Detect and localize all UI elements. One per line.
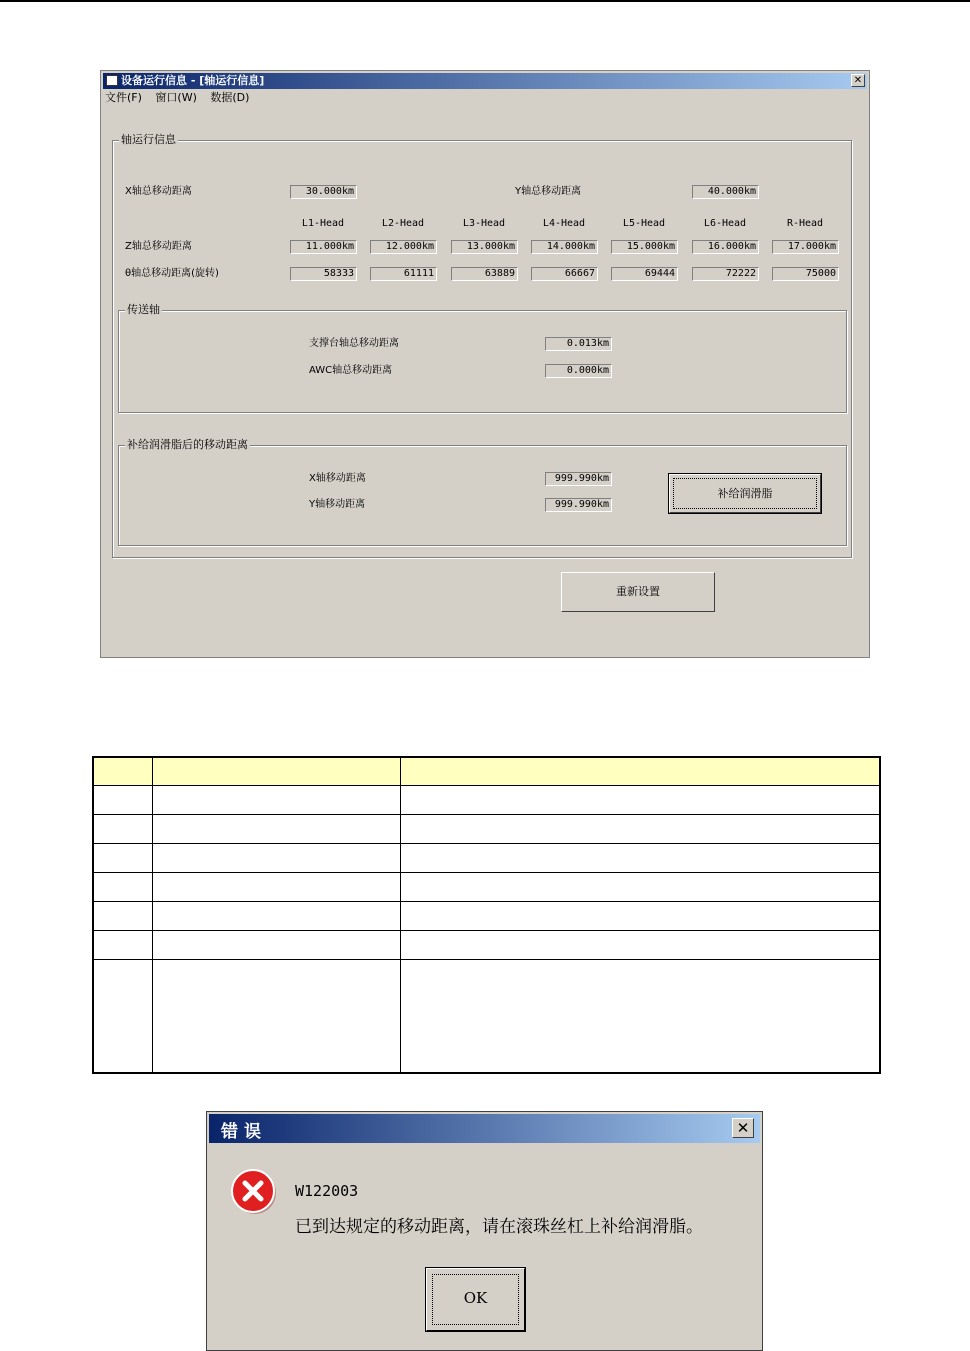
- z-axis-field-r: 17.000km: [772, 240, 839, 254]
- theta-axis-field-l4: 66667: [531, 267, 598, 281]
- supply-grease-button-label: 补给润滑脂: [717, 487, 773, 500]
- lube-y-axis-field: 999.990km: [545, 498, 612, 512]
- theta-axis-field-l2: 61111: [370, 267, 437, 281]
- axis-info-group-title: 轴运行信息: [121, 133, 176, 146]
- conveyor-group: [118, 303, 847, 413]
- table-row: [93, 931, 880, 960]
- ok-button-label: OK: [463, 1289, 488, 1307]
- lube-x-axis-label: X轴移动距离: [309, 473, 366, 484]
- theta-axis-total-label: θ轴总移动距离(旋转): [125, 268, 219, 279]
- error-dialog-close-button[interactable]: ✕: [732, 1118, 754, 1138]
- y-axis-total-label: Y轴总移动距离: [515, 186, 582, 197]
- app-icon: [106, 75, 118, 86]
- table-row: [93, 815, 880, 844]
- table-header-row: [93, 757, 880, 786]
- head-header-l5: L5-Head: [622, 218, 666, 229]
- lubrication-group: [118, 438, 847, 546]
- theta-axis-field-l6: 72222: [692, 267, 759, 281]
- x-axis-total-field: 30.000km: [290, 185, 357, 199]
- table-header-cell: [400, 757, 880, 786]
- z-axis-field-l6: 16.000km: [692, 240, 759, 254]
- lubrication-group-title: 补给润滑脂后的移动距离: [127, 438, 248, 451]
- lube-x-axis-field: 999.990km: [545, 472, 612, 486]
- table-row: [93, 902, 880, 931]
- theta-axis-field-l5: 69444: [611, 267, 678, 281]
- table-row: [93, 786, 880, 815]
- error-dialog-title: 错误: [221, 1122, 267, 1142]
- axis-info-window: [100, 70, 870, 658]
- lube-y-axis-label: Y轴移动距离: [309, 499, 366, 510]
- support-axis-field: 0.013km: [545, 337, 612, 351]
- table-row: [93, 873, 880, 902]
- table-row: [93, 844, 880, 873]
- table-header-cell: [93, 757, 152, 786]
- head-header-l2: L2-Head: [381, 218, 425, 229]
- menu-data[interactable]: 数据(D): [210, 91, 250, 104]
- error-icon: [231, 1169, 277, 1215]
- window-close-button[interactable]: ✕: [851, 74, 865, 87]
- head-header-l6: L6-Head: [703, 218, 747, 229]
- head-header-l3: L3-Head: [462, 218, 506, 229]
- table-row: [93, 960, 880, 1073]
- reset-button[interactable]: [561, 572, 715, 612]
- menu-window[interactable]: 窗口(W): [155, 91, 197, 104]
- theta-axis-field-l1: 58333: [290, 267, 357, 281]
- error-dialog-titlebar[interactable]: [209, 1114, 760, 1143]
- awc-axis-field: 0.000km: [545, 364, 612, 378]
- table-header-cell: [152, 757, 400, 786]
- window-titlebar[interactable]: [103, 73, 867, 89]
- z-axis-field-l3: 13.000km: [451, 240, 518, 254]
- empty-table: [92, 756, 881, 1074]
- page-top-rule: [0, 0, 970, 2]
- error-code: W122003: [295, 1182, 359, 1200]
- z-axis-field-l4: 14.000km: [531, 240, 598, 254]
- menubar: [105, 90, 259, 106]
- z-axis-field-l1: 11.000km: [290, 240, 357, 254]
- error-message: 已到达规定的移动距离，请在滚珠丝杠上补给润滑脂。: [295, 1217, 703, 1237]
- axis-info-group: [112, 133, 852, 558]
- z-axis-field-l5: 15.000km: [611, 240, 678, 254]
- theta-axis-field-r: 75000: [772, 267, 839, 281]
- conveyor-group-title: 传送轴: [127, 303, 160, 316]
- x-axis-total-label: X轴总移动距离: [125, 186, 192, 197]
- z-axis-field-l2: 12.000km: [370, 240, 437, 254]
- supply-grease-button[interactable]: [669, 474, 821, 513]
- head-header-l4: L4-Head: [542, 218, 586, 229]
- reset-button-label: 重新设置: [616, 585, 660, 598]
- theta-axis-field-l3: 63889: [451, 267, 518, 281]
- window-title: 设备运行信息 - [轴运行信息]: [121, 74, 265, 87]
- error-dialog: [206, 1111, 763, 1351]
- ok-button[interactable]: [426, 1268, 525, 1331]
- support-axis-label: 支撑台轴总移动距离: [309, 338, 399, 349]
- y-axis-total-field: 40.000km: [692, 185, 759, 199]
- menu-file[interactable]: 文件(F): [105, 91, 142, 104]
- head-header-l1: L1-Head: [301, 218, 345, 229]
- z-axis-total-label: Z轴总移动距离: [125, 241, 192, 252]
- head-header-r: R-Head: [786, 218, 824, 229]
- awc-axis-label: AWC轴总移动距离: [309, 365, 393, 376]
